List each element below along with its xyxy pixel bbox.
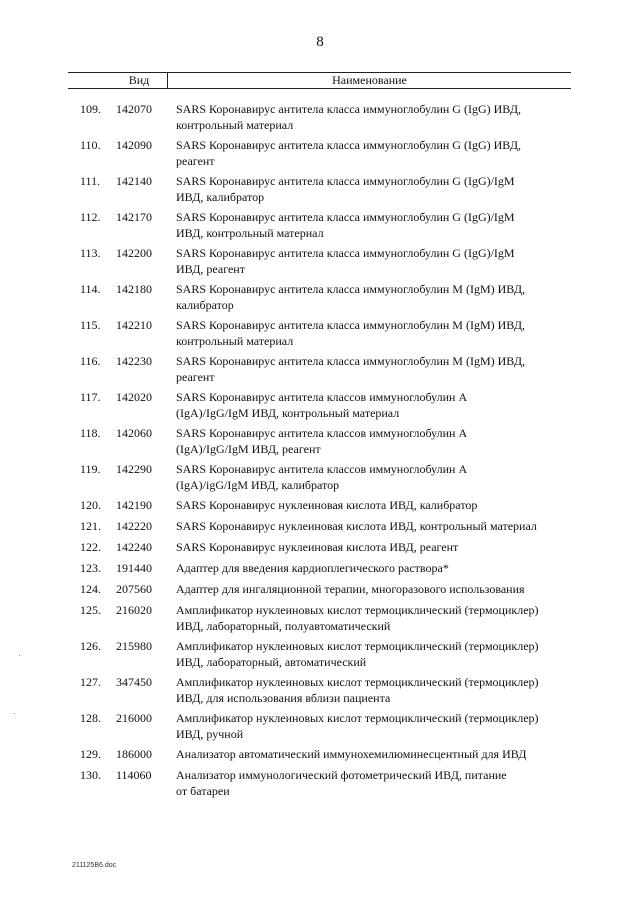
table-row [0, 746, 640, 767]
row-name-line: реагент [176, 370, 215, 384]
row-name-line: контрольный материал [176, 118, 294, 132]
row-code: 142140 [116, 174, 152, 188]
row-number: 115. [80, 318, 101, 332]
row-code: 142190 [116, 498, 152, 512]
row-name [176, 173, 576, 205]
row-number: 124. [80, 582, 101, 596]
table-row [0, 173, 640, 209]
table-row [0, 389, 640, 425]
row-number: 121. [80, 519, 101, 533]
row-code: 207560 [116, 582, 152, 596]
row-name [176, 497, 576, 513]
row-name-line: Амплификатор нуклеиновых кислот термоциклический (термоциклер) [176, 639, 539, 653]
row-code: 142070 [116, 102, 152, 116]
row-name-line: Анализатор автоматический иммунохемилюминесцентный для ИВД [176, 747, 527, 761]
row-number: 111. [80, 174, 101, 188]
table-row [0, 101, 640, 137]
row-name-line: SARS Коронавирус антитела классов иммуноглобулин A [176, 390, 468, 404]
row-name [176, 560, 576, 576]
row-number: 127. [80, 675, 101, 689]
row-number: 128. [80, 711, 101, 725]
row-name [176, 581, 576, 597]
row-name-line: SARS Коронавирус нуклеиновая кислота ИВД, калибратор [176, 498, 478, 512]
row-code: 142210 [116, 318, 152, 332]
row-name-line: SARS Коронавирус нуклеиновая кислота ИВД, контрольный материал [176, 519, 537, 533]
row-name [176, 674, 576, 706]
table-row [0, 497, 640, 518]
row-name [176, 425, 576, 457]
table-row [0, 317, 640, 353]
row-name-line: (IgA)/igG/IgM ИВД, калибратор [176, 478, 340, 492]
row-number: 112. [80, 210, 101, 224]
row-number: 109. [80, 102, 101, 116]
table-row [0, 209, 640, 245]
row-name [176, 353, 576, 385]
row-name-line: ИВД, лабораторный, полуавтоматический [176, 619, 391, 633]
row-name [176, 767, 576, 799]
row-name [176, 461, 576, 493]
row-name-line: SARS Коронавирус антитела классов иммуноглобулин A [176, 462, 468, 476]
row-code: 142090 [116, 138, 152, 152]
table-row [0, 518, 640, 539]
row-name-line: SARS Коронавирус антитела класса иммуноглобулин G (IgG)/IgM [176, 246, 515, 260]
row-number: 120. [80, 498, 101, 512]
row-code: 142200 [116, 246, 152, 260]
row-name-line: калибратор [176, 298, 234, 312]
row-code: 142240 [116, 540, 152, 554]
table-body [0, 101, 640, 803]
row-code: 142180 [116, 282, 152, 296]
row-code: 215980 [116, 639, 152, 653]
row-name [176, 245, 576, 277]
row-name-line: Амплификатор нуклеиновых кислот термоциклический (термоциклер) [176, 603, 539, 617]
row-name-line: контрольный материал [176, 334, 294, 348]
row-code: 142230 [116, 354, 152, 368]
row-number: 129. [80, 747, 101, 761]
table-row [0, 539, 640, 560]
row-name-line: ИВД, лабораторный, автоматический [176, 655, 367, 669]
row-name-line: Адаптер для ингаляционной терапии, многоразового использования [176, 582, 525, 596]
row-code: 142220 [116, 519, 152, 533]
row-code: 216000 [116, 711, 152, 725]
row-name [176, 746, 576, 762]
row-name-line: Амплификатор нуклеиновых кислот термоциклический (термоциклер) [176, 675, 539, 689]
row-name-line: SARS Коронавирус антитела класса иммуноглобулин G (IgG) ИВД, [176, 102, 521, 116]
table-row [0, 581, 640, 602]
row-name [176, 389, 576, 421]
row-name [176, 518, 576, 534]
row-code: 186000 [116, 747, 152, 761]
row-name [176, 101, 576, 133]
row-number: 117. [80, 390, 101, 404]
table-row [0, 710, 640, 746]
row-name-line: Адаптер для введения кардиоплегического раствора* [176, 561, 449, 575]
table-row [0, 425, 640, 461]
row-number: 110. [80, 138, 101, 152]
row-number: 114. [80, 282, 101, 296]
row-name-line: от батареи [176, 784, 230, 798]
table-row [0, 353, 640, 389]
table-row [0, 137, 640, 173]
row-name-line: SARS Коронавирус антитела класса иммуноглобулин M (IgM) ИВД, [176, 282, 526, 296]
row-code: 142170 [116, 210, 152, 224]
row-number: 130. [80, 768, 101, 782]
row-name-line: (IgA)/IgG/IgM ИВД, реагент [176, 442, 321, 456]
footer-filename: 211125B6.doc [72, 862, 117, 869]
row-name-line: ИВД, для использования вблизи пациента [176, 691, 391, 705]
row-name [176, 317, 576, 349]
row-code: 347450 [116, 675, 152, 689]
row-number: 116. [80, 354, 101, 368]
row-code: 142060 [116, 426, 152, 440]
row-name-line: SARS Коронавирус антитела класса иммуноглобулин G (IgG)/IgM [176, 210, 515, 224]
row-name-line: ИВД, контрольный материал [176, 226, 324, 240]
row-name [176, 710, 576, 742]
row-code: 114060 [116, 768, 152, 782]
column-header-vid: Вид [128, 73, 150, 87]
page-number: 8 [316, 34, 324, 50]
row-name [176, 281, 576, 313]
table-row [0, 602, 640, 638]
table-row [0, 281, 640, 317]
scan-speck [19, 655, 20, 656]
row-number: 123. [80, 561, 101, 575]
row-number: 126. [80, 639, 101, 653]
row-code: 216020 [116, 603, 152, 617]
row-number: 119. [80, 462, 101, 476]
table-row [0, 638, 640, 674]
row-name-line: ИВД, реагент [176, 262, 245, 276]
table-row [0, 674, 640, 710]
row-name-line: Амплификатор нуклеиновых кислот термоциклический (термоциклер) [176, 711, 539, 725]
table-row [0, 461, 640, 497]
header-bottom-rule [68, 88, 571, 89]
scan-speck [14, 713, 15, 714]
table-row [0, 767, 640, 803]
row-name [176, 638, 576, 670]
row-code: 142020 [116, 390, 152, 404]
column-header-name: Наименование [332, 73, 407, 87]
table-row [0, 560, 640, 581]
row-name-line: SARS Коронавирус антитела класса иммуноглобулин G (IgG)/IgM [176, 174, 515, 188]
table-row [0, 245, 640, 281]
row-number: 122. [80, 540, 101, 554]
row-number: 125. [80, 603, 101, 617]
row-code: 191440 [116, 561, 152, 575]
row-name-line: SARS Коронавирус антитела классов иммуноглобулин A [176, 426, 468, 440]
row-name [176, 602, 576, 634]
row-name-line: ИВД, калибратор [176, 190, 265, 204]
row-name [176, 209, 576, 241]
row-name-line: ИВД, ручной [176, 727, 244, 741]
row-name-line: SARS Коронавирус антитела класса иммуноглобулин M (IgM) ИВД, [176, 354, 526, 368]
row-name [176, 137, 576, 169]
row-number: 113. [80, 246, 101, 260]
row-name-line: SARS Коронавирус антитела класса иммуноглобулин G (IgG) ИВД, [176, 138, 521, 152]
row-name-line: SARS Коронавирус нуклеиновая кислота ИВД, реагент [176, 540, 459, 554]
row-name-line: SARS Коронавирус антитела класса иммуноглобулин M (IgM) ИВД, [176, 318, 526, 332]
row-number: 118. [80, 426, 101, 440]
row-name-line: реагент [176, 154, 215, 168]
row-name-line: Анализатор иммунологический фотометрический ИВД, питание [176, 768, 507, 782]
row-name-line: (IgA)/IgG/IgM ИВД, контрольный материал [176, 406, 400, 420]
row-code: 142290 [116, 462, 152, 476]
row-name [176, 539, 576, 555]
